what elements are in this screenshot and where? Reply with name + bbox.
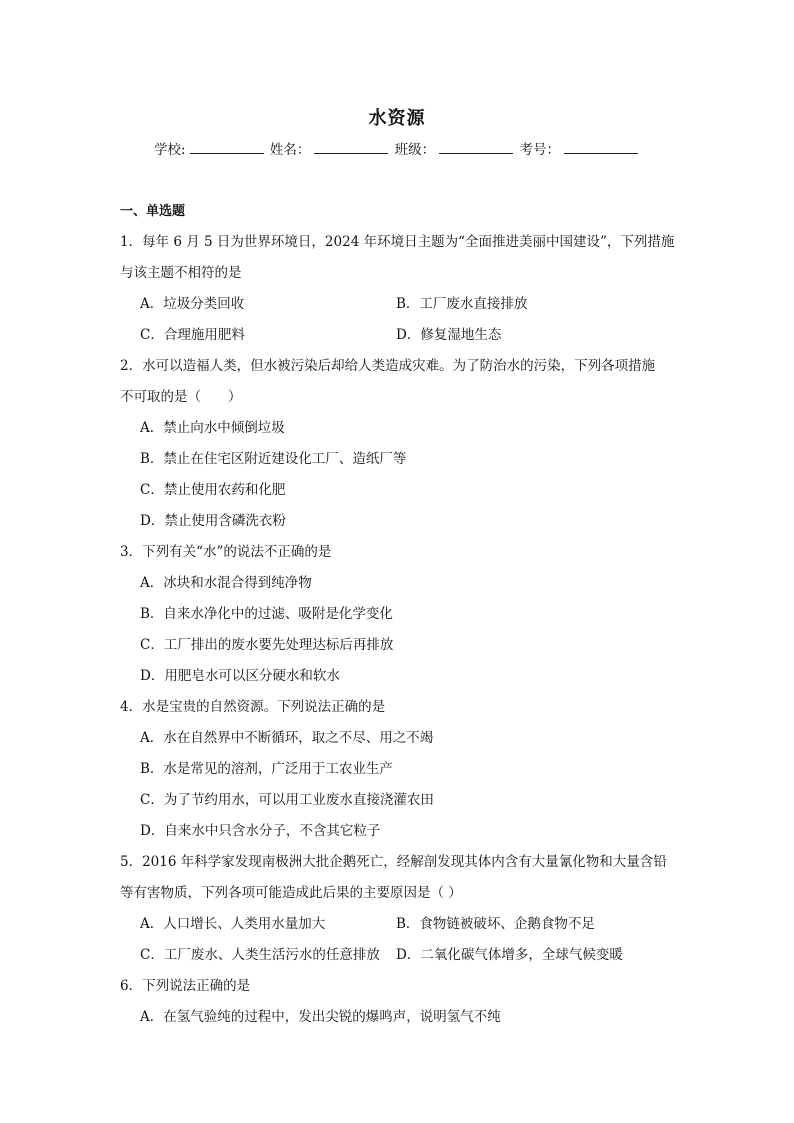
page-title: 水资源 — [368, 108, 426, 129]
question-5-option-c: C．工厂废水、人类生活污水的任意排放 — [140, 947, 380, 963]
number-label: 考号： — [519, 142, 560, 158]
question-6 — [120, 971, 680, 1033]
student-info-line — [0, 138, 794, 158]
question-2-option-a: A．禁止向水中倾倒垃圾 — [140, 420, 285, 436]
section-heading: 一、单选题 — [120, 204, 186, 219]
question-1-option-c: C．合理施用肥料 — [140, 327, 245, 343]
question-4 — [120, 692, 680, 847]
question-2-option-d: D．禁止使用含磷洗衣粉 — [140, 513, 286, 529]
question-3 — [120, 537, 680, 692]
question-3-stem: 3．下列有关“水”的说法不正确的是 — [120, 544, 332, 560]
question-4-option-a: A．水在自然界中不断循环，取之不尽、用之不竭 — [140, 730, 434, 746]
question-6-option-a: A．在氢气验纯的过程中，发出尖锐的爆鸣声，说明氢气不纯 — [140, 1009, 501, 1025]
question-4-option-d: D．自来水中只含水分子，不含其它粒子 — [140, 823, 381, 839]
question-5-stem-line1: 5．2016 年科学家发现南极洲大批企鹅死亡，经解剖发现其体内含有大量氰化物和大量含铅 — [120, 854, 667, 870]
question-4-option-c: C．为了节约用水，可以用工业废水直接浇灌农田 — [140, 792, 434, 808]
number-blank[interactable] — [564, 140, 638, 154]
question-2-stem-line1: 2．水可以造福人类，但水被污染后却给人类造成灾难。为了防治水的污染，下列各项措施 — [120, 358, 656, 374]
question-1-option-a: A．垃圾分类回收 — [140, 296, 245, 312]
question-5-option-d: D．二氧化碳气体增多，全球气候变暖 — [396, 947, 623, 963]
question-3-option-a: A．冰块和水混合得到纯净物 — [140, 575, 312, 591]
class-blank[interactable] — [439, 140, 513, 154]
question-4-stem: 4．水是宝贵的自然资源。下列说法正确的是 — [120, 699, 386, 715]
question-5-option-a: A．人口增长、人类用水量加大 — [140, 916, 326, 932]
question-1 — [120, 227, 680, 351]
question-4-option-b: B．水是常见的溶剂，广泛用于工农业生产 — [140, 761, 393, 777]
question-5 — [120, 847, 680, 971]
question-1-stem-line1: 1．每年 6 月 5 日为世界环境日，2024 年环境日主题为“全面推进美丽中国建设”，下列措施 — [120, 234, 675, 250]
name-label: 姓名： — [269, 142, 311, 158]
question-1-option-b: B．工厂废水直接排放 — [396, 296, 528, 312]
question-2-option-c: C．禁止使用农药和化肥 — [140, 482, 286, 498]
question-2-option-b: B．禁止在住宅区附近建设化工厂、造纸厂等 — [140, 451, 407, 467]
question-1-option-d: D．修复湿地生态 — [396, 327, 502, 343]
question-5-option-b: B．食物链被破坏、企鹅食物不足 — [396, 916, 595, 932]
school-blank[interactable] — [190, 140, 264, 154]
question-1-stem-line2: 与该主题不相符的是 — [120, 265, 242, 281]
question-3-option-d: D．用肥皂水可以区分硬水和软水 — [140, 668, 340, 684]
school-label: 学校: — [154, 142, 186, 158]
question-2 — [120, 351, 680, 537]
question-5-stem-line2: 等有害物质，下列各项可能造成此后果的主要原因是（ ） — [120, 885, 462, 901]
question-6-stem: 6．下列说法正确的是 — [120, 978, 251, 994]
question-3-option-c: C．工厂排出的废水要先处理达标后再排放 — [140, 637, 394, 653]
question-list — [120, 200, 680, 1033]
class-label: 班级： — [394, 142, 436, 158]
question-2-stem-line2: 不可取的是（ ） — [120, 389, 242, 405]
name-blank[interactable] — [314, 140, 388, 154]
question-3-option-b: B．自来水净化中的过滤、吸附是化学变化 — [140, 606, 393, 622]
